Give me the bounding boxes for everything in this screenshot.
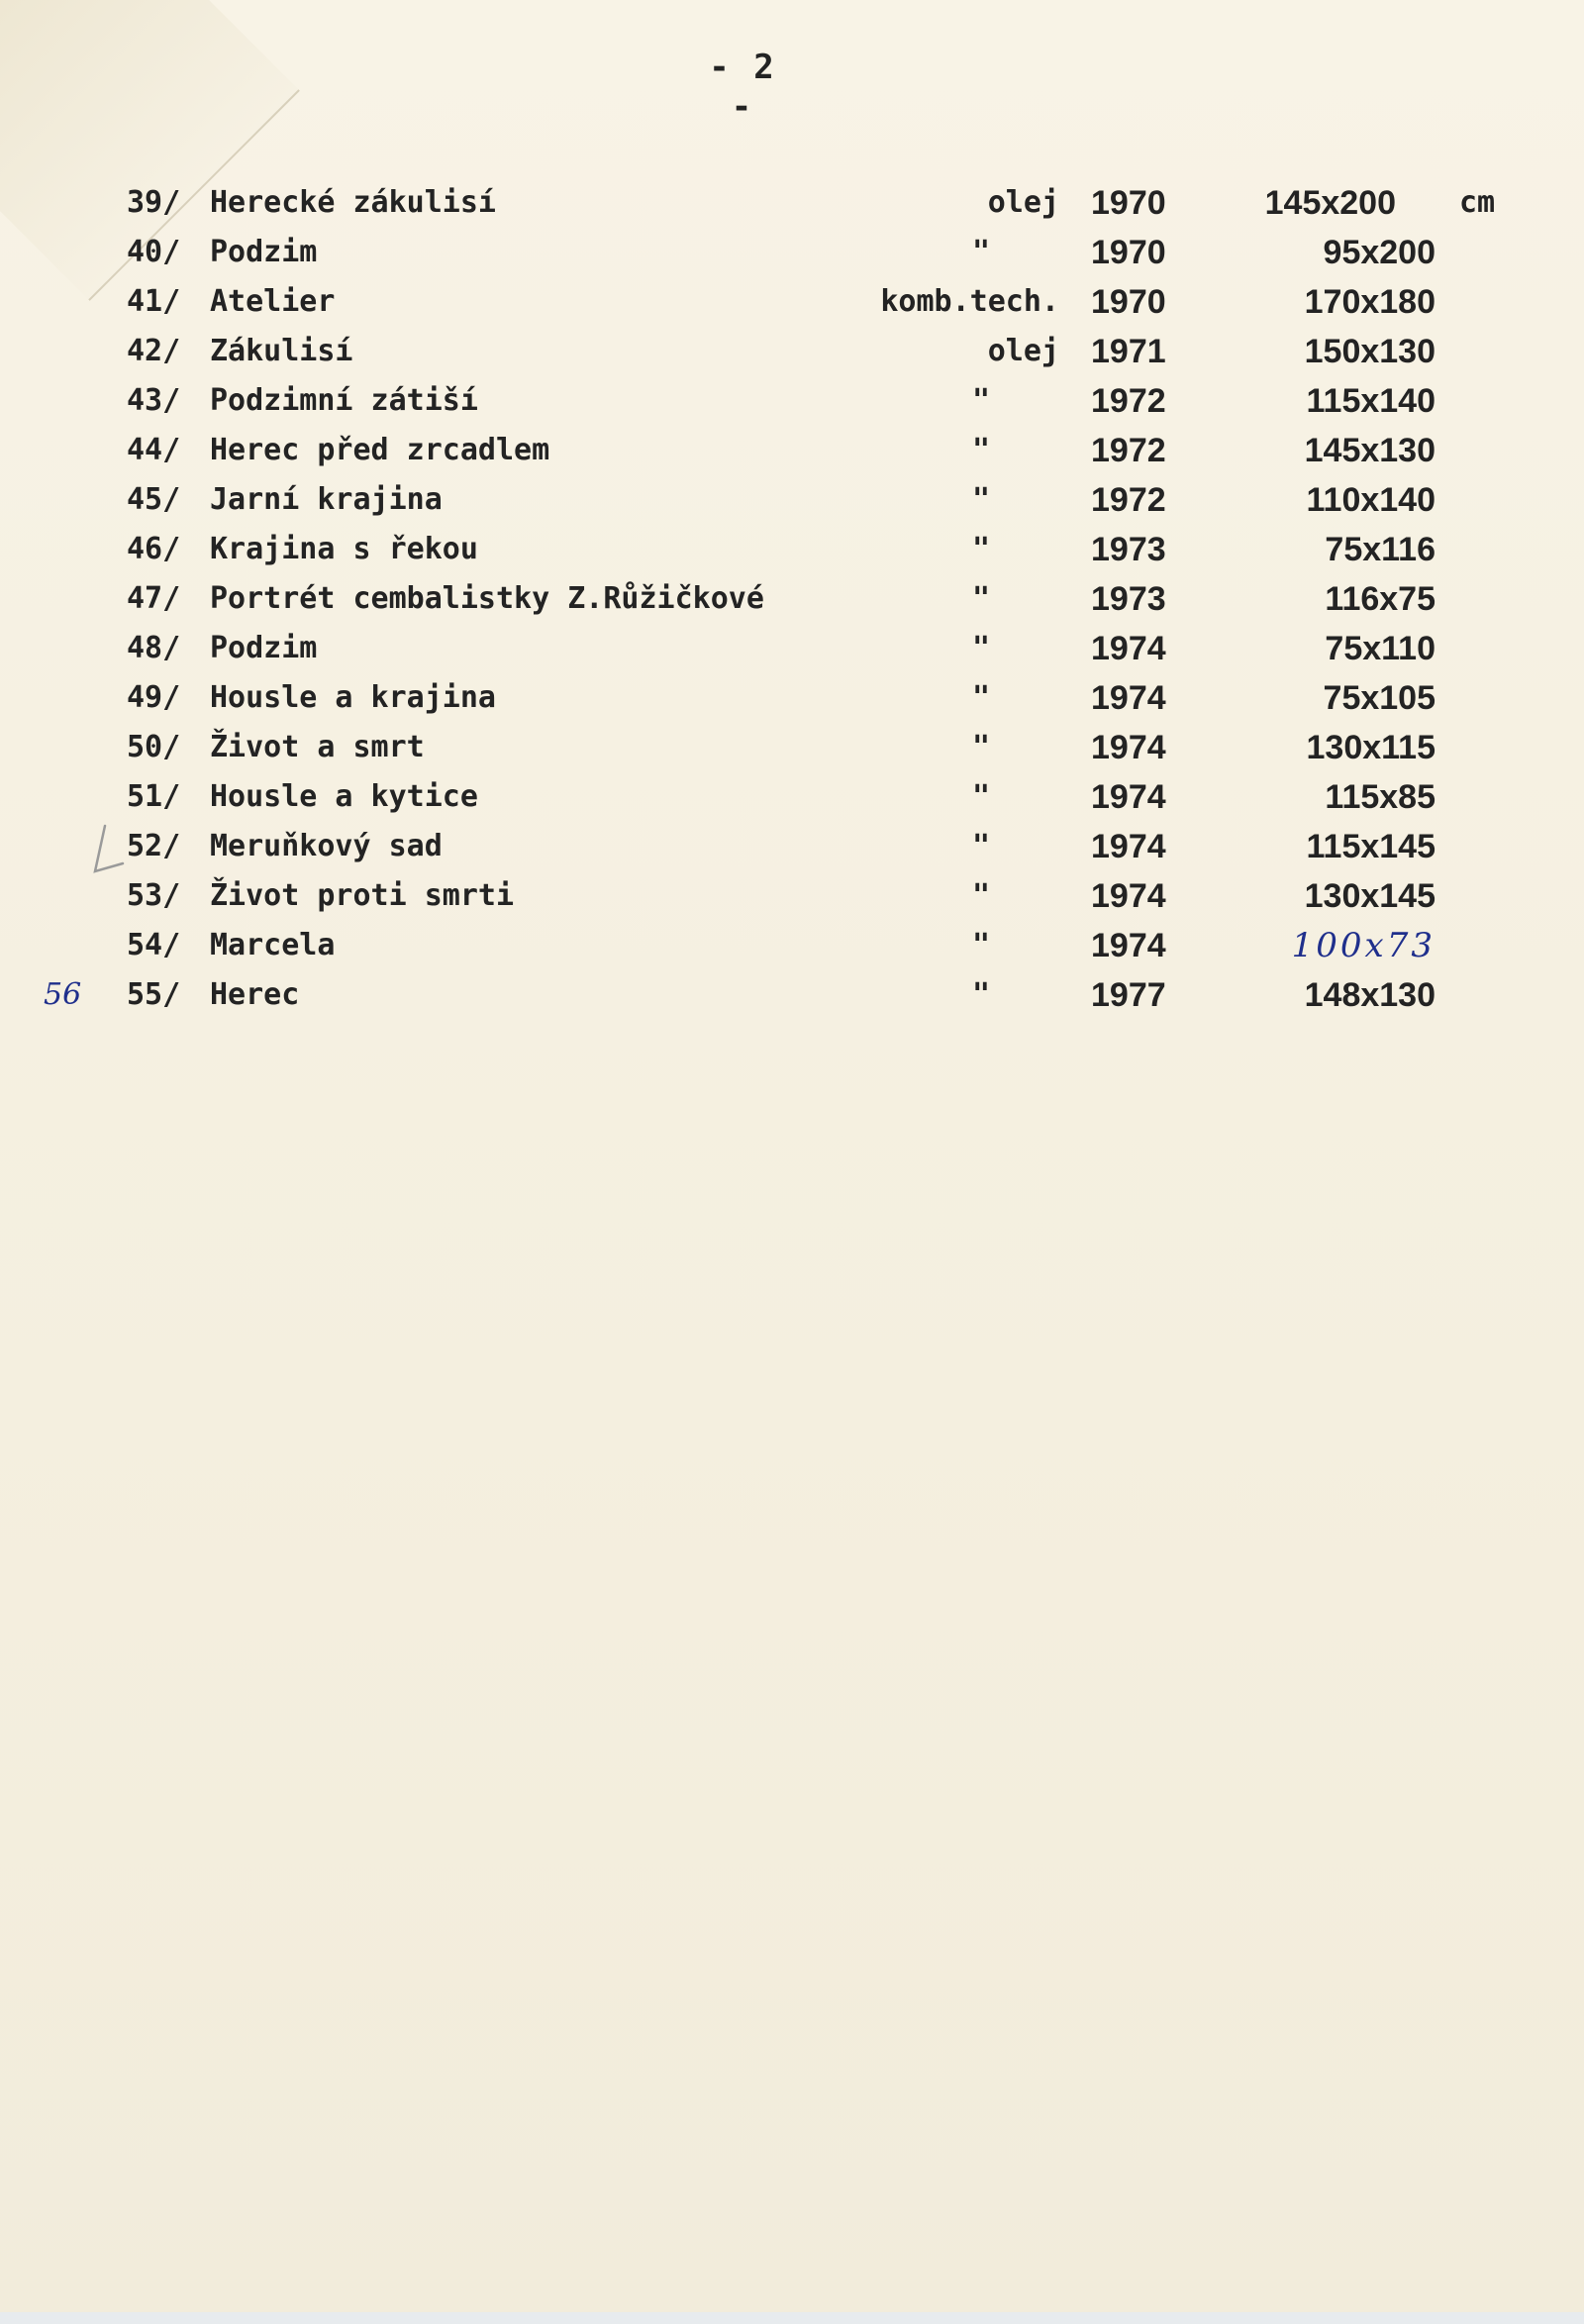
item-title: Housle a krajina — [210, 680, 496, 715]
item-title: Marcela — [210, 928, 336, 962]
list-item — [0, 723, 1584, 772]
item-number: 51/ — [127, 779, 181, 814]
item-year: 1974 — [1091, 630, 1166, 667]
list-item — [0, 426, 1584, 475]
pencil-tick-icon — [87, 822, 127, 881]
item-technique: olej — [987, 334, 1059, 368]
item-number: 53/ — [127, 878, 181, 913]
item-technique: " — [971, 829, 990, 863]
item-number: 48/ — [127, 631, 181, 665]
item-technique: " — [971, 383, 990, 418]
item-number: 42/ — [127, 334, 181, 368]
list-item — [0, 178, 1584, 228]
margin-note-handwritten: 56 — [44, 977, 82, 1012]
item-technique: " — [971, 730, 990, 764]
list-item — [0, 822, 1584, 871]
item-year: 1974 — [1091, 927, 1166, 964]
item-technique: " — [971, 878, 990, 913]
list-item — [0, 327, 1584, 376]
item-title: Krajina s řekou — [210, 532, 478, 566]
list-item — [0, 871, 1584, 921]
page-number: - 2 - — [709, 48, 776, 127]
item-technique: komb.tech. — [880, 284, 1059, 319]
scan-edge — [0, 2312, 1584, 2324]
item-year: 1974 — [1091, 729, 1166, 766]
list-item — [0, 970, 1584, 1020]
item-number: 55/ — [127, 977, 181, 1012]
list-item — [0, 228, 1584, 277]
item-technique: " — [971, 779, 990, 814]
item-dimensions: 130x115 — [1306, 729, 1436, 766]
item-technique: " — [971, 928, 990, 962]
item-number: 52/ — [127, 829, 181, 863]
item-dimensions: 145x130 — [1304, 432, 1436, 469]
list-item — [0, 574, 1584, 624]
item-title: Život a smrt — [210, 730, 425, 764]
item-technique: " — [971, 482, 990, 517]
item-technique: olej — [987, 185, 1059, 220]
item-dimensions: 170x180 — [1304, 283, 1436, 321]
item-dimensions: 75x110 — [1325, 630, 1436, 667]
item-number: 43/ — [127, 383, 181, 418]
item-title: Podzimní zátiší — [210, 383, 478, 418]
item-technique: " — [971, 977, 990, 1012]
list-item — [0, 673, 1584, 723]
item-title: Atelier — [210, 284, 336, 319]
item-technique: " — [971, 433, 990, 467]
item-number: 41/ — [127, 284, 181, 319]
item-year: 1977 — [1091, 976, 1166, 1014]
item-year: 1970 — [1091, 234, 1166, 271]
item-title: Herec před zrcadlem — [210, 433, 550, 467]
item-title: Život proti smrti — [210, 878, 515, 913]
item-number: 46/ — [127, 532, 181, 566]
list-item — [0, 772, 1584, 822]
item-technique: " — [971, 631, 990, 665]
item-dimensions: 115x140 — [1306, 382, 1436, 420]
unit-label: cm — [1459, 185, 1496, 220]
item-technique: " — [971, 581, 990, 616]
list-item — [0, 624, 1584, 673]
item-dimensions: 75x105 — [1323, 679, 1436, 717]
item-year: 1970 — [1091, 283, 1166, 321]
item-year: 1973 — [1091, 580, 1166, 618]
list-item — [0, 525, 1584, 574]
item-title: Herecké zákulisí — [210, 185, 496, 220]
item-dimensions: 148x130 — [1304, 976, 1436, 1014]
item-dimensions: 75x116 — [1325, 531, 1436, 568]
list-item — [0, 475, 1584, 525]
list-item — [0, 921, 1584, 970]
item-year: 1972 — [1091, 382, 1166, 420]
list-item — [0, 277, 1584, 327]
item-number: 54/ — [127, 928, 181, 962]
item-title: Podzim — [210, 631, 318, 665]
item-dimensions: 110x140 — [1306, 481, 1436, 519]
item-year: 1971 — [1091, 333, 1166, 370]
item-technique: " — [971, 235, 990, 269]
item-dimensions: 95x200 — [1323, 234, 1436, 271]
item-dimensions: 130x145 — [1304, 877, 1436, 915]
item-dimensions-handwritten: 100x73 — [1291, 926, 1436, 965]
item-title: Zákulisí — [210, 334, 353, 368]
item-year: 1974 — [1091, 828, 1166, 865]
item-year: 1972 — [1091, 481, 1166, 519]
item-dimensions: 145x200 — [1264, 184, 1396, 222]
item-year: 1970 — [1091, 184, 1166, 222]
item-title: Herec — [210, 977, 300, 1012]
item-title: Podzim — [210, 235, 318, 269]
item-dimensions: 115x145 — [1306, 828, 1436, 865]
item-technique: " — [971, 680, 990, 715]
item-dimensions: 115x85 — [1325, 778, 1436, 816]
item-technique: " — [971, 532, 990, 566]
item-year: 1974 — [1091, 778, 1166, 816]
item-title: Jarní krajina — [210, 482, 443, 517]
item-number: 44/ — [127, 433, 181, 467]
item-number: 50/ — [127, 730, 181, 764]
item-year: 1974 — [1091, 679, 1166, 717]
item-year: 1974 — [1091, 877, 1166, 915]
item-title: Housle a kytice — [210, 779, 478, 814]
list-item — [0, 376, 1584, 426]
item-year: 1973 — [1091, 531, 1166, 568]
item-title: Portrét cembalistky Z.Růžičkové — [210, 581, 764, 616]
item-dimensions: 116x75 — [1325, 580, 1436, 618]
item-number: 45/ — [127, 482, 181, 517]
item-dimensions: 150x130 — [1304, 333, 1436, 370]
item-title: Meruňkový sad — [210, 829, 443, 863]
item-number: 47/ — [127, 581, 181, 616]
item-number: 49/ — [127, 680, 181, 715]
item-number: 40/ — [127, 235, 181, 269]
item-number: 39/ — [127, 185, 181, 220]
item-year: 1972 — [1091, 432, 1166, 469]
